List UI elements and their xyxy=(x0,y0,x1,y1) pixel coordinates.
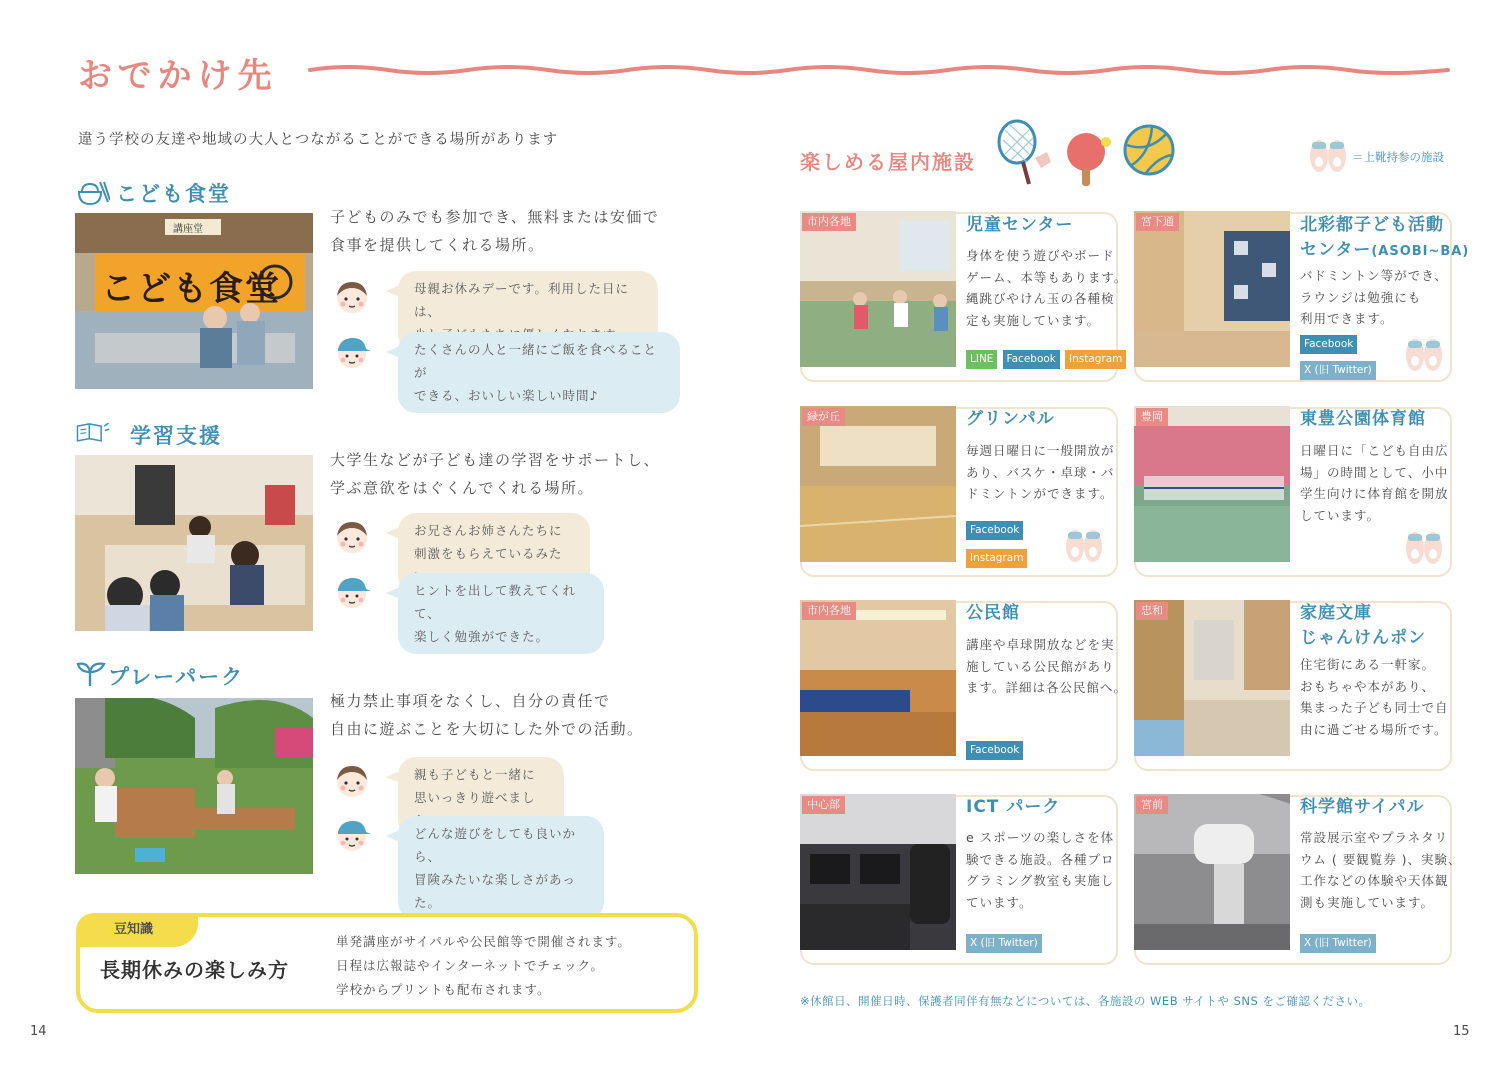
wavy-divider xyxy=(308,62,1453,78)
area-tag: 緑が丘 xyxy=(802,408,845,426)
facility-photo xyxy=(1134,406,1290,562)
sns-links xyxy=(1300,332,1376,380)
area-tag: 豊岡 xyxy=(1136,408,1168,426)
sns-links xyxy=(966,931,1042,953)
rice-bowl-icon xyxy=(76,178,110,206)
facebook-link[interactable]: Facebook xyxy=(966,521,1023,540)
facility-title: 公民館 xyxy=(966,603,1020,623)
child-face-icon xyxy=(333,573,371,611)
facility-title: 児童センター xyxy=(966,215,1074,235)
tip-tag: 豆知識 xyxy=(76,913,198,947)
facility-photo xyxy=(800,600,956,756)
facility-photo xyxy=(800,794,956,950)
speech-bubble-child: たくさんの人と一緒にご飯を食べることが できる、おいしい楽しい時間♪ xyxy=(398,332,680,413)
facility-desc: 常設展示室やプラネタリ ウム ( 要観覧券 )、実験、 工作などの体験や天体観 測も実施しています。 xyxy=(1300,830,1462,910)
facebook-link[interactable]: Facebook xyxy=(966,741,1023,760)
indoor-shoes-icon xyxy=(1064,528,1104,564)
speech-bubble-parent: 親も子どもと一緒に 思いっきり遊べまし xyxy=(398,757,564,838)
facility-title: グリンパル xyxy=(966,409,1055,429)
facility-desc: e スポーツの楽しさを体 験できる施設。各種プロ グラミング教室も実施し ています。 xyxy=(966,830,1115,910)
instagram-link[interactable]: Instagram xyxy=(1065,350,1126,369)
intro-text: 違う学校の友達や地域の大人とつながることができる場所があります xyxy=(78,132,559,148)
photo-sign: こども食堂 xyxy=(101,269,281,309)
facility-photo xyxy=(800,406,956,562)
tip-heading: 長期休みの楽しみ方 xyxy=(100,958,289,982)
facility-desc: 住宅街にある一軒家。 おもちゃや本があり、 集まった子ども同士で自 由に過ごせる場所です。 xyxy=(1300,657,1449,737)
section-desc: 大学生などが子ども達の学習をサポートし、 学ぶ意欲をはぐくんでくれる場所。 xyxy=(330,451,661,497)
facebook-link[interactable]: Facebook xyxy=(1300,335,1357,354)
x-twitter-link[interactable]: X (旧 Twitter) xyxy=(1300,361,1376,380)
photo-gakushu-shien xyxy=(75,455,313,631)
facility-desc: 身体を使う遊びやボード ゲーム、本等もあります。 縄跳びやけん玉の各種検 定も実施しています。 xyxy=(966,248,1128,328)
mother-face-icon xyxy=(333,278,371,316)
x-twitter-link[interactable]: X (旧 Twitter) xyxy=(966,934,1042,953)
section-desc: 子どものみでも参加でき、無料または安価で 食事を提供してくれる場所。 xyxy=(330,208,660,254)
line-link[interactable]: LINE xyxy=(966,350,997,369)
facility-title: 家庭文庫 じゃんけんポン xyxy=(1300,603,1426,648)
photo-sign-small: 講座堂 xyxy=(173,224,203,235)
speech-bubble-parent: お兄さんお姉さんたちに 刺激をもらえているみた xyxy=(398,513,590,594)
area-tag: 宮前 xyxy=(1136,796,1168,814)
facility-desc: 日曜日に「こども自由広 場」の時間として、小中 学生向けに体育館を開放 しています。 xyxy=(1300,443,1449,523)
facility-photo xyxy=(800,211,956,367)
facility-title: 科学館サイパル xyxy=(1300,797,1425,817)
indoor-facilities-title: 楽しめる屋内施設 xyxy=(800,150,976,174)
x-twitter-link[interactable]: X (旧 Twitter) xyxy=(1300,934,1376,953)
area-tag: 市内各地 xyxy=(802,602,856,620)
indoor-shoes-legend: ＝上靴持参の施設 xyxy=(1352,150,1444,164)
badminton-racket-icon xyxy=(995,118,1057,188)
page-title: おでかけ先 xyxy=(78,56,278,96)
facility-desc: 毎週日曜日に一般開放が あり、バスケ・卓球・バ ドミントンができます。 xyxy=(966,443,1115,501)
facility-photo xyxy=(1134,794,1290,950)
child-face-icon xyxy=(333,816,371,854)
instagram-link[interactable]: Instagram xyxy=(966,549,1027,568)
speech-bubble-child: どんな遊びをしても良いから、 冒険みたいな楽しさがあった。 xyxy=(398,816,604,920)
area-tag: 市内各地 xyxy=(802,213,856,231)
indoor-shoes-icon xyxy=(1308,138,1348,174)
speech-bubble-parent: 母親お休みデーです。利用した日には、 xyxy=(398,271,658,352)
facility-title: ICT パーク xyxy=(966,797,1061,817)
indoor-shoes-icon xyxy=(1404,337,1444,373)
mother-face-icon xyxy=(333,762,371,800)
area-tag: 宮下通 xyxy=(1136,213,1179,231)
facility-title: 北彩都子ども活動 センター(ASOBI~BA) xyxy=(1300,215,1470,260)
page-number-right: 15 xyxy=(1453,1024,1470,1039)
footnote: ※休館日、開催日時、保護者同伴有無などについては、各施設の WEB サイトや SNS をご確認ください。 xyxy=(800,994,1371,1008)
section-title-kodomo-shokudo: こども食堂 xyxy=(116,182,231,206)
area-tag: 忠和 xyxy=(1136,602,1168,620)
volleyball-icon xyxy=(1122,123,1176,177)
sns-links xyxy=(966,518,1027,568)
section-title-play-park: プレーパーク xyxy=(108,665,245,689)
tip-text: 単発講座がサイパルや公民館等で開催されます。 日程は広報誌やインターネットでチェック。 学校からプリントも配布されます。 xyxy=(336,934,631,997)
facility-photo xyxy=(1134,600,1290,756)
area-tag: 中心部 xyxy=(802,796,845,814)
sns-links xyxy=(1300,931,1376,953)
sns-links xyxy=(966,738,1023,760)
facility-desc: 講座や卓球開放などを実 施している公民館があり ます。詳細は各公民館へ。 xyxy=(966,637,1128,695)
sns-links xyxy=(966,347,1126,369)
mother-face-icon xyxy=(333,518,371,556)
sprout-icon xyxy=(76,660,110,688)
open-book-icon xyxy=(76,418,110,446)
page-number-left: 14 xyxy=(30,1024,47,1039)
speech-bubble-child: ヒントを出して教えてくれて、 楽しく勉強ができた。 xyxy=(398,573,604,654)
child-face-icon xyxy=(333,333,371,371)
section-title-gakushu-shien: 学習支援 xyxy=(130,424,222,448)
facility-desc: バドミントン等ができ、 ラウンジは勉強にも 利用できます。 xyxy=(1300,268,1448,326)
photo-kodomo-shokudo xyxy=(75,213,313,389)
facebook-link[interactable]: Facebook xyxy=(1003,350,1060,369)
facility-title: 東豊公園体育館 xyxy=(1300,409,1426,429)
section-desc: 極力禁止事項をなくし、自分の責任で 自由に遊ぶことを大切にした外での活動。 xyxy=(330,692,644,738)
ping-pong-paddle-icon xyxy=(1062,130,1114,188)
indoor-shoes-icon xyxy=(1404,530,1444,566)
photo-play-park xyxy=(75,698,313,874)
facility-photo xyxy=(1134,211,1290,367)
